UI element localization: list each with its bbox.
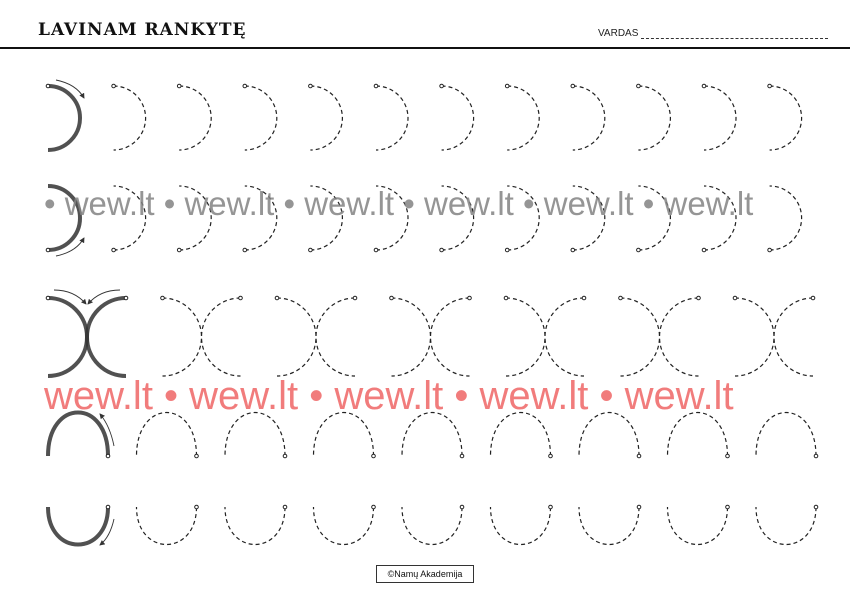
tracing-arc (316, 298, 355, 376)
tracing-cup (225, 507, 285, 545)
start-dot (46, 248, 50, 252)
start-dot (440, 248, 444, 252)
start-dot (390, 296, 394, 300)
tracing-arc (507, 186, 539, 250)
start-dot (582, 296, 586, 300)
start-dot (726, 454, 730, 458)
tracing-arc (277, 298, 316, 376)
start-dot (619, 296, 623, 300)
start-dot (46, 84, 50, 88)
start-dot (239, 296, 243, 300)
tracing-arc (392, 298, 431, 376)
start-dot (309, 248, 313, 252)
tracing-arc (774, 298, 813, 376)
guide-arc (48, 86, 80, 150)
start-dot (637, 505, 641, 509)
tracing-arc (545, 298, 584, 376)
start-dot (106, 454, 110, 458)
start-dot (124, 296, 128, 300)
start-dot (374, 248, 378, 252)
watermark-red: wew.lt • wew.lt • wew.lt • wew.lt • wew.lt (44, 374, 734, 418)
guide-arc (48, 298, 87, 376)
start-dot (637, 454, 641, 458)
tracing-arc (202, 298, 241, 376)
start-dot (468, 296, 472, 300)
tracing-arc (638, 186, 670, 250)
tracing-arc (442, 86, 474, 150)
start-dot (814, 505, 818, 509)
footer-credit: ©Namų Akademija (376, 565, 474, 583)
guide-cup (48, 507, 108, 545)
start-dot (549, 454, 553, 458)
tracing-arc (704, 86, 736, 150)
tracing-arc (114, 86, 146, 150)
start-dot (353, 296, 357, 300)
name-label: VARDAS (598, 28, 639, 39)
tracing-cup (402, 507, 462, 545)
start-dot (372, 505, 376, 509)
tracing-arc (770, 86, 802, 150)
guide-arc (48, 186, 80, 250)
start-dot (372, 454, 376, 458)
start-dot (702, 84, 706, 88)
start-dot (460, 454, 464, 458)
start-dot (697, 296, 701, 300)
start-dot (811, 296, 815, 300)
tracing-arc (245, 186, 277, 250)
start-dot (571, 248, 575, 252)
tracing-cup (756, 507, 816, 545)
guide-arch (48, 413, 108, 457)
tracing-cup (137, 507, 197, 545)
start-dot (768, 248, 772, 252)
tracing-arch (402, 413, 462, 457)
start-dot (243, 84, 247, 88)
tracing-cup (491, 507, 551, 545)
start-dot (440, 84, 444, 88)
tracing-arc (163, 298, 202, 376)
tracing-arc (638, 86, 670, 150)
tracing-cup (579, 507, 639, 545)
direction-arrow (54, 290, 86, 304)
start-dot (161, 296, 165, 300)
tracing-arc (573, 86, 605, 150)
watermark-gray: • wew.lt • wew.lt • wew.lt • wew.lt • wew.lt • wew.lt (44, 185, 754, 222)
tracing-arch (314, 413, 374, 457)
tracing-arc (704, 186, 736, 250)
tracing-arc (442, 186, 474, 250)
tracing-arch (579, 413, 639, 457)
start-dot (637, 84, 641, 88)
start-dot (275, 296, 279, 300)
start-dot (460, 505, 464, 509)
start-dot (505, 84, 509, 88)
start-dot (283, 454, 287, 458)
start-dot (702, 248, 706, 252)
start-dot (504, 296, 508, 300)
tracing-arc (245, 86, 277, 150)
start-dot (112, 248, 116, 252)
start-dot (505, 248, 509, 252)
start-dot (46, 296, 50, 300)
tracing-arc (179, 86, 211, 150)
start-dot (549, 505, 553, 509)
tracing-arc (310, 86, 342, 150)
tracing-arc (506, 298, 545, 376)
tracing-arc (735, 298, 774, 376)
start-dot (106, 505, 110, 509)
tracing-arch (137, 413, 197, 457)
start-dot (112, 84, 116, 88)
start-dot (814, 454, 818, 458)
start-dot (195, 454, 199, 458)
start-dot (177, 84, 181, 88)
start-dot (733, 296, 737, 300)
tracing-arc (507, 86, 539, 150)
tracing-arc (376, 186, 408, 250)
tracing-arch (668, 413, 728, 457)
tracing-arc (114, 186, 146, 250)
tracing-arc (376, 86, 408, 150)
tracing-arc (573, 186, 605, 250)
start-dot (571, 84, 575, 88)
start-dot (726, 505, 730, 509)
page-title: LAVINAM RANKYTĘ (38, 20, 247, 40)
tracing-arc (621, 298, 660, 376)
tracing-arc (179, 186, 211, 250)
tracing-cup (314, 507, 374, 545)
tracing-cup (668, 507, 728, 545)
tracing-arch (756, 413, 816, 457)
start-dot (637, 248, 641, 252)
start-dot (177, 248, 181, 252)
tracing-arc (431, 298, 470, 376)
tracing-arc (660, 298, 699, 376)
start-dot (243, 248, 247, 252)
direction-arrow (88, 290, 120, 304)
guide-arc (87, 298, 126, 376)
tracing-arch (491, 413, 551, 457)
start-dot (195, 505, 199, 509)
start-dot (374, 84, 378, 88)
start-dot (283, 505, 287, 509)
tracing-arch (225, 413, 285, 457)
tracing-arc (770, 186, 802, 250)
start-dot (768, 84, 772, 88)
start-dot (309, 84, 313, 88)
tracing-arc (310, 186, 342, 250)
